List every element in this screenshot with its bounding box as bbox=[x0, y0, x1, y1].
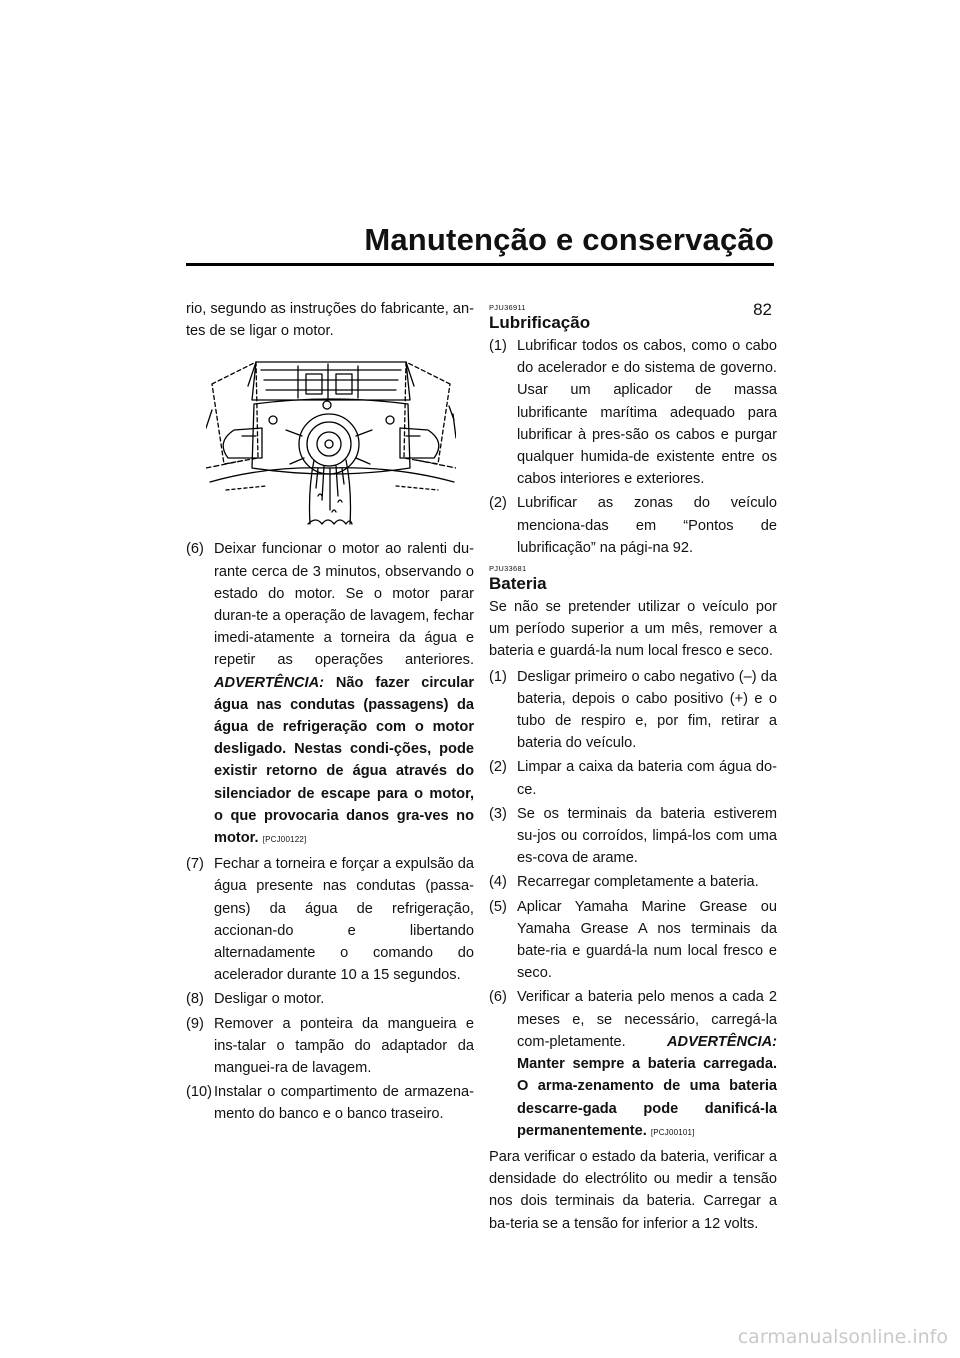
step-text: Lubrificar todos os cabos, como o cabo do acelerador e do sistema de governo. Usar um aplicador de massa lubrificante marítima adequado para lubrificar à pres-são os cabos e purgar qualquer humida-de existente entre os cabos interiores e exteriores. bbox=[517, 338, 777, 488]
battery-intro: Se não se pretender utilizar o veículo por um período superior a um mês, remover a bateria e guardá-la num local fresco e seco. bbox=[489, 599, 777, 660]
page-title: Manutenção e conservação bbox=[364, 222, 774, 257]
step-10 bbox=[186, 1081, 474, 1125]
section-heading-lubrication: Lubrificação bbox=[489, 313, 591, 332]
step-number: (1) bbox=[489, 338, 507, 354]
watermark: carmanualsonline.info bbox=[737, 1326, 948, 1348]
step-text: Se os terminais da bateria estiverem su-jos ou corroídos, limpá-los com uma es-cova de arame. bbox=[517, 805, 777, 867]
step-8 bbox=[186, 988, 474, 1010]
section-heading-battery: Bateria bbox=[489, 574, 547, 594]
step-number: (3) bbox=[489, 805, 507, 822]
battery-step-2 bbox=[489, 756, 777, 800]
battery-closing-paragraph: Para verificar o estado da bateria, verificar a densidade do electrólito ou medir a tensão nos dois terminais da bateria. Carregar a ba-teria se a tensão for inferior a 12 volts. bbox=[489, 1148, 777, 1232]
step-text: Lubrificar as zonas do veículo menciona-das em “Pontos de lubrificação” na pági-na 92. bbox=[517, 495, 777, 556]
warning-label: ADVERTÊNCIA: bbox=[214, 674, 325, 691]
right-column bbox=[489, 298, 777, 1238]
step-text: Fechar a torneira e forçar a expulsão da água presente nas condutas (passa-gens) da água de refrigeração, accionan-do e libertando alternadamente o comando do acelerador durante 10 a 15 segundos. bbox=[214, 856, 474, 984]
step-number: (10) bbox=[186, 1084, 212, 1101]
step-number: (8) bbox=[186, 991, 204, 1008]
step-number: (4) bbox=[489, 874, 507, 891]
lubrication-step-2 bbox=[489, 492, 777, 559]
step-text: Remover a ponteira da mangueira e ins-talar o tampão do adaptador da manguei-ra de lavagem. bbox=[214, 1015, 474, 1077]
battery-step-1 bbox=[489, 666, 777, 755]
step-text: Verificar a bateria pelo menos a cada 2 meses e, se necessário, carregá-la com-pletamente. bbox=[517, 989, 777, 1050]
step-7 bbox=[186, 853, 474, 986]
page-number: 82 bbox=[753, 300, 772, 319]
step-number: (6) bbox=[489, 989, 507, 1006]
title-underline bbox=[186, 263, 774, 266]
lubrication-step-1 bbox=[489, 335, 777, 490]
step-text: Aplicar Yamaha Marine Grease ou Yamaha Grease A nos terminais da bate-ria e guardá-la num local fresco e seco. bbox=[517, 898, 777, 982]
warning-text: Não fazer circular água nas condutas (passagens) da água de refrigeração com o motor desligado. Nestas condi-ções, pode existir retorno de água através do silenciador de escape para o motor, o que provocaria danos gra-ves no motor. bbox=[214, 674, 474, 847]
step-text: Instalar o compartimento de armazena-mento do banco e o banco traseiro. bbox=[214, 1084, 474, 1123]
battery-step-3 bbox=[489, 803, 777, 870]
step-text: Recarregar completamente a bateria. bbox=[517, 874, 759, 891]
step-number: (1) bbox=[489, 668, 507, 685]
intro-paragraph: rio, segundo as instruções do fabricante, an-tes de se ligar o motor. bbox=[186, 301, 474, 340]
step-9 bbox=[186, 1013, 474, 1080]
step-number: (5) bbox=[489, 898, 507, 915]
step-text: Desligar o motor. bbox=[214, 991, 325, 1008]
section-reference-code: PJU36911 bbox=[489, 303, 526, 312]
step-number: (2) bbox=[489, 759, 507, 776]
battery-step-4 bbox=[489, 871, 777, 893]
warning-code: [PCJ00101] bbox=[650, 1127, 695, 1137]
step-6 bbox=[186, 538, 474, 851]
step-text: Desligar primeiro o cabo negativo (–) da bateria, depois o cabo positivo (+) e o tubo de respiro e, por fim, retirar a bateria do veículo. bbox=[517, 668, 777, 752]
step-number: (2) bbox=[489, 495, 507, 512]
warning-code: [PCJ00122] bbox=[262, 835, 307, 845]
section-reference-code: PJU33681 bbox=[489, 564, 527, 574]
step-number: (9) bbox=[186, 1015, 204, 1032]
warning-label: ADVERTÊNCIA: bbox=[666, 1033, 777, 1050]
step-number: (6) bbox=[186, 541, 204, 558]
step-text: Limpar a caixa da bateria com água do-ce. bbox=[517, 759, 777, 798]
jet-ski-flush-illustration bbox=[206, 350, 456, 526]
step-text: Deixar funcionar o motor ao ralenti du-rante cerca de 3 minutos, observando o estado do motor. Se o motor parar duran-te a operação de lavagem, fechar imedi-atamente a torneira da água e repetir as operações anteriores. bbox=[214, 541, 474, 669]
battery-step-5 bbox=[489, 896, 777, 985]
battery-step-6 bbox=[489, 986, 777, 1143]
left-column bbox=[186, 298, 474, 1128]
step-number: (7) bbox=[186, 856, 204, 873]
warning-text: Manter sempre a bateria carregada. O arma-zenamento de uma bateria descarre-gada pode danificá-la permanentemente. bbox=[517, 1056, 777, 1139]
